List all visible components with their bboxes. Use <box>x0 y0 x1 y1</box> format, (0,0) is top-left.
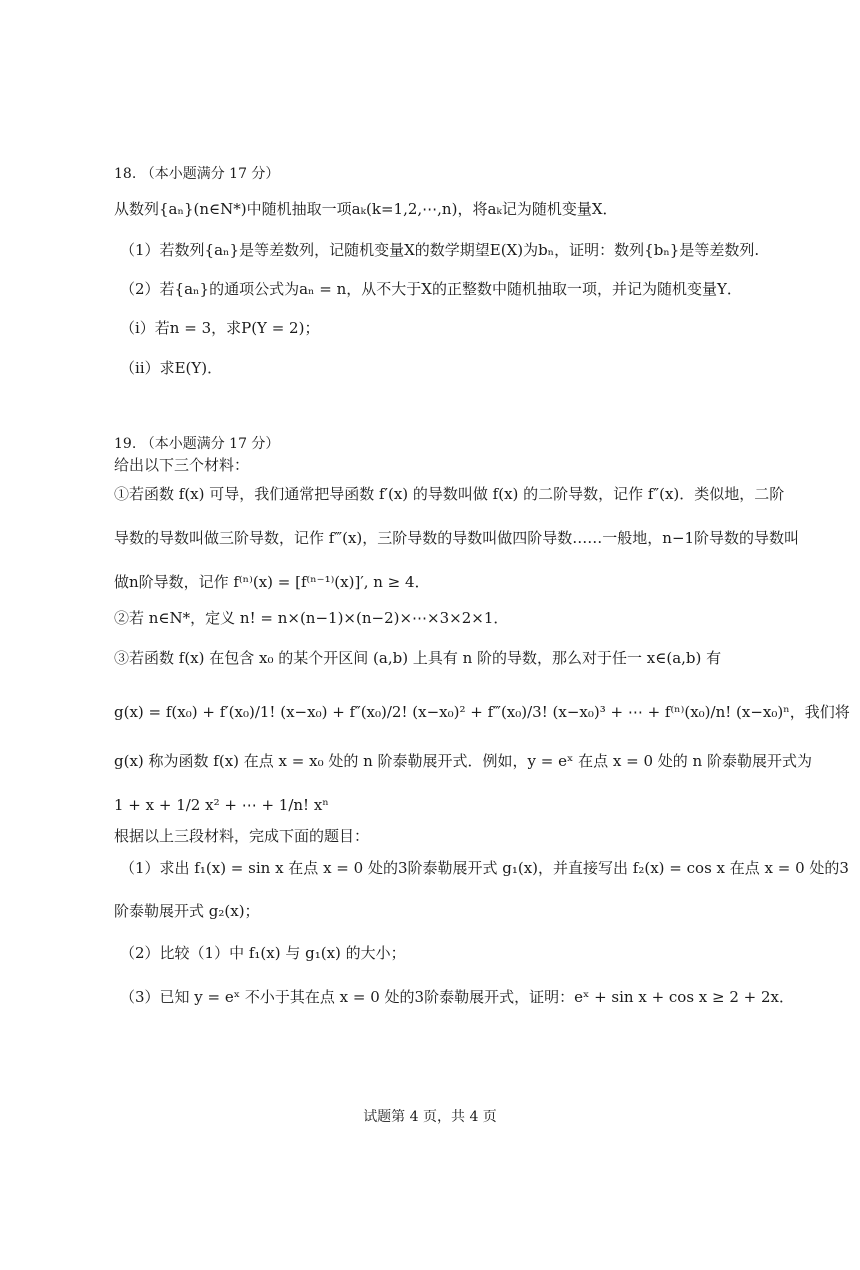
q19-part1-line1: （1）求出 f₁(x) = sin x 在点 x = 0 处的3阶泰勒展开式 g₁(x)，并直接写出 f₂(x) = cos x 在点 x = 0 处的3 <box>120 859 849 877</box>
q19-taylor-formula: g(x) = f(x₀) + f′(x₀)/1! (x−x₀) + f″(x₀)/2! (x−x₀)² + f‴(x₀)/3! (x−x₀)³ + ⋯ + f⁽ⁿ⁾(x₀)/n! (x−x₀)ⁿ，我们将 <box>114 703 850 721</box>
q19-task: 根据以上三段材料，完成下面的题目： <box>114 827 370 845</box>
q19-part2: （2）比较（1）中 f₁(x) 与 g₁(x) 的大小； <box>120 944 406 962</box>
q19-material1-line1: ①若函数 f(x) 可导，我们通常把导函数 f′(x) 的导数叫做 f(x) 的二阶导数，记作 f″(x)．类似地，二阶 <box>114 485 785 503</box>
q19-material3-line3: g(x) 称为函数 f(x) 在点 x = x₀ 处的 n 阶泰勒展开式．例如，y = eˣ 在点 x = 0 处的 n 阶泰勒展开式为 <box>114 752 812 770</box>
q19-intro: 给出以下三个材料： <box>114 456 250 474</box>
page-footer: 试题第 4 页，共 4 页 <box>363 1109 497 1125</box>
q19-material1-line2: 导数的导数叫做三阶导数，记作 f‴(x)，三阶导数的导数叫做四阶导数……一般地，n−1阶导数的导数叫 <box>114 529 800 547</box>
q18-stem: 从数列{aₙ}(n∈N*)中随机抽取一项aₖ(k=1,2,⋯,n)，将aₖ记为随机变量X． <box>114 200 618 218</box>
q19-header: 19. （本小题满分 17 分） <box>114 436 280 452</box>
q18-part2-i: （ⅰ）若n = 3，求P(Y = 2)； <box>120 319 320 337</box>
q19-material2: ②若 n∈N*，定义 n! = n×(n−1)×(n−2)×⋯×3×2×1． <box>114 609 509 627</box>
q19-part1-line2: 阶泰勒展开式 g₂(x)； <box>114 902 260 920</box>
q18-part2-ii: （ⅱ）求E(Y)． <box>120 359 223 377</box>
q18-part1: （1）若数列{aₙ}是等差数列，记随机变量X的数学期望E(X)为bₙ，证明：数列{bₙ}是等差数列. <box>120 241 760 259</box>
q18-part2: （2）若{aₙ}的通项公式为aₙ = n，从不大于X的正整数中随机抽取一项，并记为随机变量Y． <box>120 280 742 298</box>
q19-part3: （3）已知 y = eˣ 不小于其在点 x = 0 处的3阶泰勒展开式，证明：eˣ + sin x + cos x ≥ 2 + 2x． <box>120 988 795 1006</box>
q19-material3-line1: ③若函数 f(x) 在包含 x₀ 的某个开区间 (a,b) 上具有 n 阶的导数，那么对于任一 x∈(a,b) 有 <box>114 649 722 667</box>
q19-exp-expansion: 1 + x + 1/2 x² + ⋯ + 1/n! xⁿ <box>114 796 329 814</box>
q19-material1-line3: 做n阶导数，记作 f⁽ⁿ⁾(x) = [f⁽ⁿ⁻¹⁾(x)]′, n ≥ 4． <box>114 573 430 591</box>
q18-header: 18. （本小题满分 17 分） <box>114 166 280 182</box>
